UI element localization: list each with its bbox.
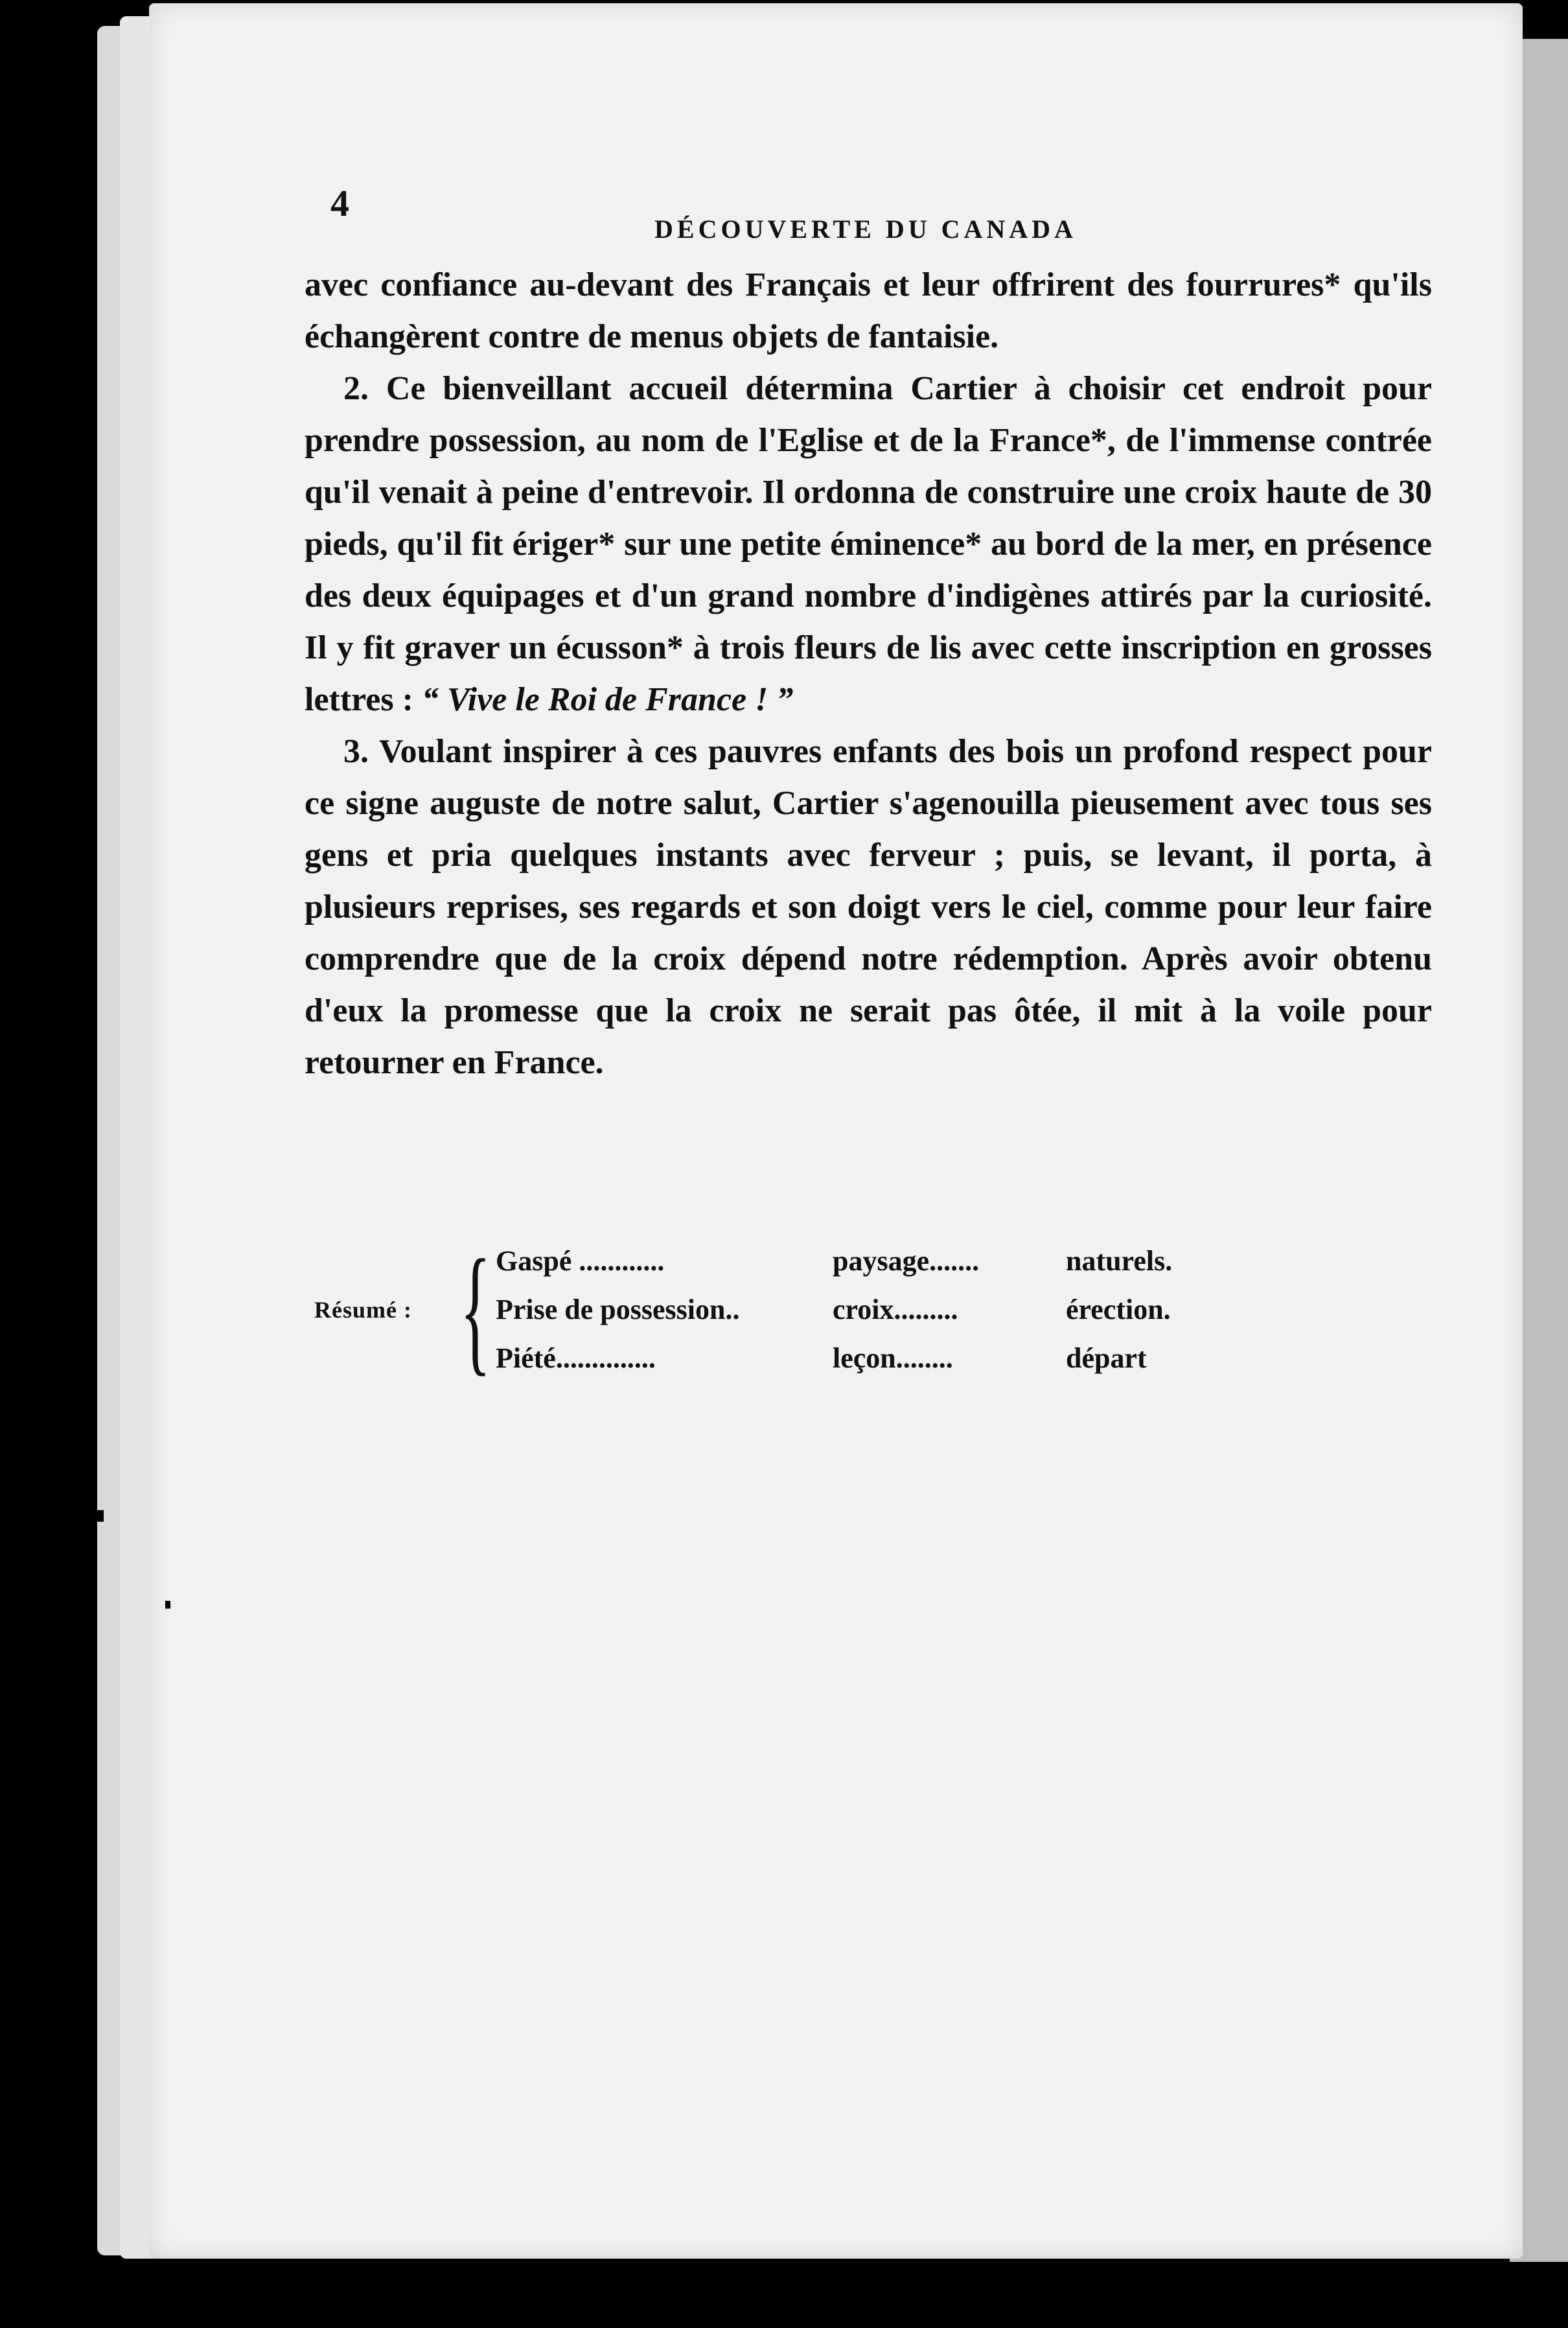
inscription-quote: “ Vive le Roi de France ! ” bbox=[421, 681, 794, 718]
scan-speck bbox=[75, 1510, 104, 1522]
body-text bbox=[305, 259, 1432, 1089]
resume-term: érection. bbox=[1066, 1294, 1171, 1325]
scan-speck bbox=[91, 402, 97, 412]
page-number: 4 bbox=[330, 182, 349, 224]
resume-term: Gaspé ............ bbox=[496, 1245, 665, 1277]
resume-summary bbox=[314, 1230, 1286, 1400]
resume-label: Résumé : bbox=[314, 1297, 412, 1323]
paragraph-1: avec confiance au-devant des Français et leur offrirent des fourrures* qu'ils échangèrent contre de menus objets de fantaisie. bbox=[305, 266, 1432, 355]
resume-term: paysage....... bbox=[833, 1245, 980, 1277]
paragraph-2-text: 2. Ce bienveillant accueil détermina Cartier à choisir cet endroit pour prendre possession, au nom de l'Eglise et de la France*, de l'immense contrée qu'il venait à peine d'entrevoir. Il ordonna de construire une croix haute de 30 pieds, qu'il fit ériger* sur une petite éminence* au bord de la mer, en présence des deux équipages et d'un grand nombre d'indigènes attirés par la curiosité. Il y fit graver un écusson* à trois fleurs de lis avec cette inscription en grosses lettres : bbox=[305, 370, 1432, 718]
resume-term: Piété.............. bbox=[496, 1342, 656, 1374]
page-header bbox=[330, 181, 1484, 244]
resume-term: Prise de possession.. bbox=[496, 1294, 740, 1325]
resume-term: leçon........ bbox=[833, 1342, 953, 1374]
paragraph-2 bbox=[305, 363, 1432, 726]
resume-term: naturels. bbox=[1066, 1245, 1173, 1277]
paragraph-3: 3. Voulant inspirer à ces pauvres enfants des bois un profond respect pour ce signe auguste de notre salut, Cartier s'agenouilla pieusement avec tous ses gens et pria quelques instants avec ferveur ; puis, se levant, il porta, à plusieurs reprises, ses regards et son doigt vers le ciel, comme pour leur faire comprendre que de la croix dépend notre rédemption. Après avoir obtenu d'eux la promesse que la croix ne serait pas ôtée, il mit à la voile pour retourner en France. bbox=[305, 733, 1432, 1081]
resume-term: croix......... bbox=[833, 1294, 958, 1325]
running-head: DÉCOUVERTE DU CANADA bbox=[654, 215, 1077, 244]
brace-icon: { bbox=[460, 1230, 491, 1388]
resume-term: départ bbox=[1066, 1342, 1147, 1374]
scan-speck bbox=[165, 1601, 170, 1609]
